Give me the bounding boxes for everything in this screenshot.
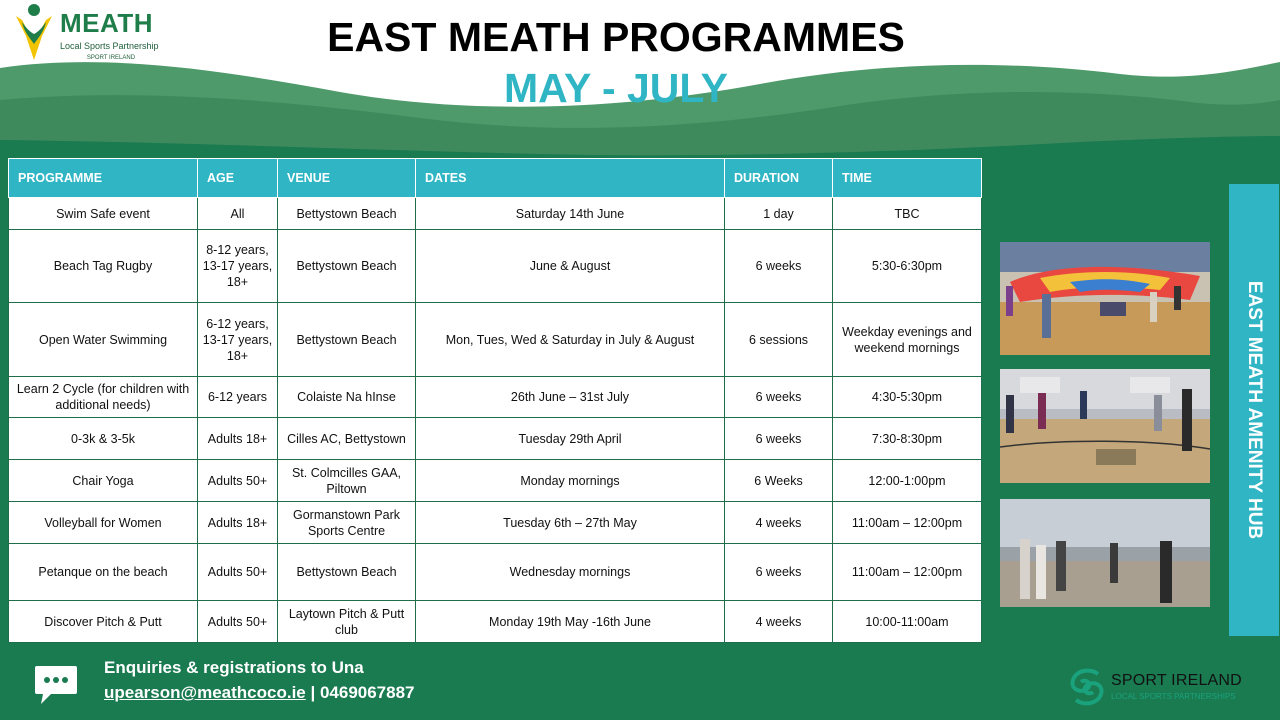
cell-programme: 0-3k & 3-5k	[9, 418, 198, 460]
cell-duration: 6 weeks	[725, 377, 833, 418]
cell-time: 11:00am – 12:00pm	[833, 502, 982, 544]
cell-duration: 6 weeks	[725, 544, 833, 601]
cell-dates: Wednesday mornings	[416, 544, 725, 601]
photo-parachute-game	[1000, 242, 1210, 355]
cell-programme: Beach Tag Rugby	[9, 230, 198, 303]
cell-time: 12:00-1:00pm	[833, 460, 982, 502]
amenity-hub-label: EAST MEATH AMENITY HUB	[1244, 280, 1265, 540]
cell-time: 10:00-11:00am	[833, 601, 982, 643]
table-row	[9, 303, 982, 377]
cell-venue: Bettystown Beach	[278, 544, 416, 601]
table-row	[9, 377, 982, 418]
cell-venue: Cilles AC, Bettystown	[278, 418, 416, 460]
cell-age: 6-12 years	[198, 377, 278, 418]
cell-dates: Saturday 14th June	[416, 198, 725, 230]
table-row	[9, 502, 982, 544]
logo-tagline: SPORT IRELAND	[84, 55, 138, 61]
cell-age: 8-12 years, 13-17 years, 18+	[198, 230, 278, 303]
cell-duration: 1 day	[725, 198, 833, 230]
header-programme: PROGRAMME	[9, 159, 198, 198]
swirl-logo-icon	[1068, 666, 1106, 708]
cell-venue: St. Colmcilles GAA, Piltown	[278, 460, 416, 502]
sport-ireland-logo	[1068, 666, 1248, 708]
header-duration: DURATION	[725, 159, 833, 198]
sport-ireland-name: SPORT IRELAND	[1111, 672, 1242, 689]
table-row	[9, 418, 982, 460]
cell-dates: Tuesday 6th – 27th May	[416, 502, 725, 544]
programmes-table	[8, 158, 982, 643]
logo-word: MEATH	[60, 8, 154, 38]
cell-programme: Open Water Swimming	[9, 303, 198, 377]
enquiries-text: Enquiries & registrations to Una	[104, 658, 364, 677]
cell-programme: Discover Pitch & Putt	[9, 601, 198, 643]
cell-time: 7:30-8:30pm	[833, 418, 982, 460]
cell-age: Adults 18+	[198, 502, 278, 544]
cell-dates: Monday mornings	[416, 460, 725, 502]
cell-venue: Bettystown Beach	[278, 198, 416, 230]
table-row	[9, 198, 982, 230]
phone-number: | 0469067887	[305, 683, 415, 702]
amenity-hub-banner	[1229, 184, 1279, 636]
page-subtitle: MAY - JULY	[503, 65, 729, 111]
cell-duration: 6 Weeks	[725, 460, 833, 502]
cell-time: TBC	[833, 198, 982, 230]
chat-bubble-icon	[33, 662, 79, 708]
cell-age: Adults 18+	[198, 418, 278, 460]
cell-dates: June & August	[416, 230, 725, 303]
cell-time: 4:30-5:30pm	[833, 377, 982, 418]
cell-duration: 4 weeks	[725, 601, 833, 643]
cell-duration: 6 sessions	[725, 303, 833, 377]
cell-programme: Learn 2 Cycle (for children with additional needs)	[9, 377, 198, 418]
cell-dates: 26th June – 31st July	[416, 377, 725, 418]
header-venue: VENUE	[278, 159, 416, 198]
header-age: AGE	[198, 159, 278, 198]
cell-age: Adults 50+	[198, 601, 278, 643]
cell-venue: Laytown Pitch & Putt club	[278, 601, 416, 643]
cell-duration: 4 weeks	[725, 502, 833, 544]
cell-time: 11:00am – 12:00pm	[833, 544, 982, 601]
email-link[interactable]: upearson@meathcoco.ie	[104, 683, 306, 702]
cell-age: Adults 50+	[198, 460, 278, 502]
table-header-row	[9, 159, 982, 198]
photo-beach-walk	[1000, 499, 1210, 607]
header-time: TIME	[833, 159, 982, 198]
cell-time: 5:30-6:30pm	[833, 230, 982, 303]
cell-dates: Monday 19th May -16th June	[416, 601, 725, 643]
cell-age: All	[198, 198, 278, 230]
cell-duration: 6 weeks	[725, 230, 833, 303]
logo-subtitle: Local Sports Partnership	[60, 41, 159, 51]
table-row	[9, 601, 982, 643]
cell-programme: Petanque on the beach	[9, 544, 198, 601]
photo-sports-hall	[1000, 369, 1210, 483]
cell-dates: Mon, Tues, Wed & Saturday in July & August	[416, 303, 725, 377]
table-row	[9, 460, 982, 502]
cell-time: Weekday evenings and weekend mornings	[833, 303, 982, 377]
cell-age: Adults 50+	[198, 544, 278, 601]
cell-venue: Gormanstown Park Sports Centre	[278, 502, 416, 544]
cell-programme: Chair Yoga	[9, 460, 198, 502]
cell-venue: Bettystown Beach	[278, 230, 416, 303]
sport-ireland-sub: LOCAL SPORTS PARTNERSHIPS	[1111, 692, 1236, 701]
header-dates: DATES	[416, 159, 725, 198]
cell-programme: Swim Safe event	[9, 198, 198, 230]
cell-programme: Volleyball for Women	[9, 502, 198, 544]
table-row	[9, 230, 982, 303]
cell-duration: 6 weeks	[725, 418, 833, 460]
cell-age: 6-12 years, 13-17 years, 18+	[198, 303, 278, 377]
page-title: EAST MEATH PROGRAMMES	[327, 14, 905, 60]
table-row	[9, 544, 982, 601]
cell-venue: Bettystown Beach	[278, 303, 416, 377]
cell-dates: Tuesday 29th April	[416, 418, 725, 460]
contact-line	[104, 683, 415, 703]
cell-venue: Colaiste Na hInse	[278, 377, 416, 418]
